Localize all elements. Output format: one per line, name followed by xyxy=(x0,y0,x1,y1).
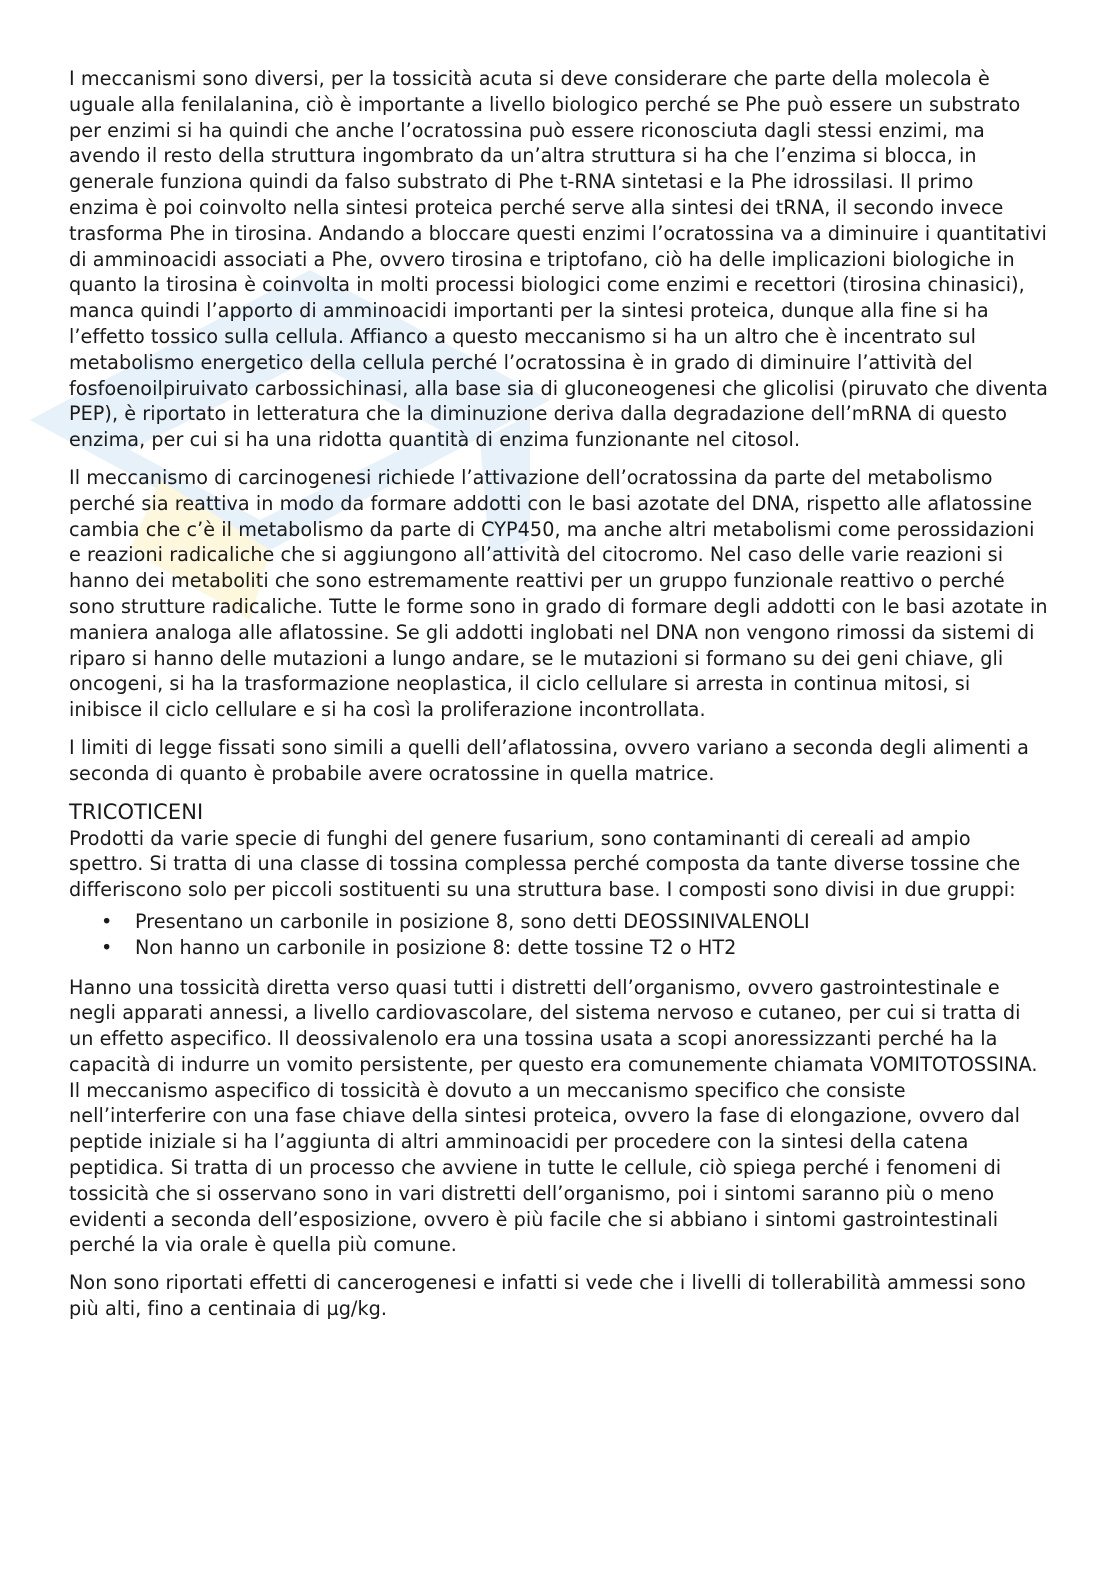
bullet-list-groups xyxy=(69,909,1049,961)
paragraph-carcinogenesis: Il meccanismo di carcinogenesi richiede l’attivazione dell’ocratossina da parte del metabolismo perché sia reattiva in modo da formare addotti con le basi azotate del DNA, rispetto alle aflatossine cambia che c’è il metabolismo da parte di CYP450, ma anche altri metabolismi come perossidazioni e reazioni radicaliche che si aggiungono all’attività del citocromo. Nel caso delle varie reazioni si hanno dei metaboliti che sono estremamente reattivi per un gruppo funzionale reattivo o perché sono strutture radicaliche. Tutte le forme sono in grado di formare degli addotti con le basi azotate in maniera analoga alle aflatossine. Se gli addotti inglobati nel DNA non vengono rimossi da sistemi di riparo si hanno delle mutazioni a lungo andare, se le mutazioni si formano su dei geni chiave, gli oncogeni, si ha la trasformazione neoplastica, il ciclo cellulare si arresta in continua mitosi, si inibisce il ciclo cellulare e si ha così la proliferazione incontrollata. xyxy=(69,465,1048,722)
paragraph-legal-limits: I limiti di legge fissati sono simili a quelli dell’aflatossina, ovvero variano a seconda degli alimenti a seconda di quanto è probabile avere ocratossine in quella matrice. xyxy=(69,735,1029,785)
paragraph-tricoticeni-cancer: Non sono riportati effetti di cancerogenesi e infatti si vede che i livelli di tollerabilità ammessi sono più alti, fino a centinaia di µg/kg. xyxy=(69,1271,1026,1321)
paragraph-tricoticeni-intro: Prodotti da varie specie di funghi del genere fusarium, sono contaminanti di cereali ad ampio spettro. Si tratta di una classe di tossina complessa perché composta da tante diverse tossine che differiscono solo per piccoli sostituenti su una struttura base. I composti sono divisi in due gruppi: xyxy=(69,826,1021,902)
bullet-item: • Presentano un carbonile in posizione 8, sono detti DEOSSINIVALENOLI xyxy=(69,909,1049,935)
paragraph-toxicity-mechanism: I meccanismi sono diversi, per la tossicità acuta si deve considerare che parte della molecola è uguale alla fenilalanina, ciò è importante a livello biologico perché se Phe può essere un substrato per enzimi si ha quindi che anche l’ocratossina può essere riconosciuta dagli stessi enzimi, ma avendo il resto della struttura ingombrato da un’altra struttura si ha che l’enzima si blocca, in generale funziona quindi da falso substrato di Phe t-RNA sintetasi e la Phe idrossilasi. Il primo enzima è poi coinvolto nella sintesi proteica perché serve alla sintesi dei tRNA, il secondo invece trasforma Phe in tirosina. Andando a bloccare questi enzimi l’ocratossina va a diminuire i quantitativi di amminoacidi associati a Phe, ovvero tirosina e triptofano, ciò ha delle implicazioni biologiche in quanto la tirosina è coinvolta in molti processi biologici come enzimi e recettori (tirosina chinasici), manca quindi l’apporto di amminoacidi importanti per la sintesi proteica, dunque alla fine si ha l’effetto tossico sulla cellula. Affianco a questo meccanismo si ha un altro che è incentrato sul metabolismo energetico della cellula perché l’ocratossina è in grado di diminuire l’attività del fosfoenoilpiruivato carbossichinasi, alla base sia di gluconeogenesi che glicolisi (piruvato che diventa PEP), è riportato in letteratura che la diminuzione deriva dalla degradazione dell’mRNA di questo enzima, per cui si ha una ridotta quantità di enzima funzionante nel citosol. xyxy=(69,67,1048,452)
document-page xyxy=(69,66,1049,1334)
bullet-item: • Non hanno un carbonile in posizione 8: dette tossine T2 o HT2 xyxy=(69,935,1049,961)
section-heading-tricoticeni: TRICOTICENI xyxy=(69,799,204,824)
paragraph-tricoticeni-toxicity: Hanno una tossicità diretta verso quasi tutti i distretti dell’organismo, ovvero gastrointestinale e negli apparati annessi, a livello cardiovascolare, del sistema nervoso e cutaneo, per cui si tratta di un effetto aspecifico. Il deossivalenolo era una tossina usata a scopi anoressizzanti perché ha la capacità di indurre un vomito persistente, per questo era comunemente chiamata VOMITOTOSSINA. Il meccanismo aspecifico di tossicità è dovuto a un meccanismo specifico che consiste nell’interferire con una fase chiave della sintesi proteica, ovvero la fase di elongazione, ovvero dal peptide iniziale si ha l’aggiunta di altri amminoacidi per procedere con la sintesi della catena peptidica. Si tratta di un processo che avviene in tutte le cellule, ciò spiega perché i fenomeni di tossicità che si osservano sono in vari distretti dell’organismo, poi i sintomi saranno più o meno evidenti a seconda dell’esposizione, ovvero è più facile che si abbiano i sintomi gastrointestinali perché la via orale è quella più comune. xyxy=(69,975,1038,1257)
